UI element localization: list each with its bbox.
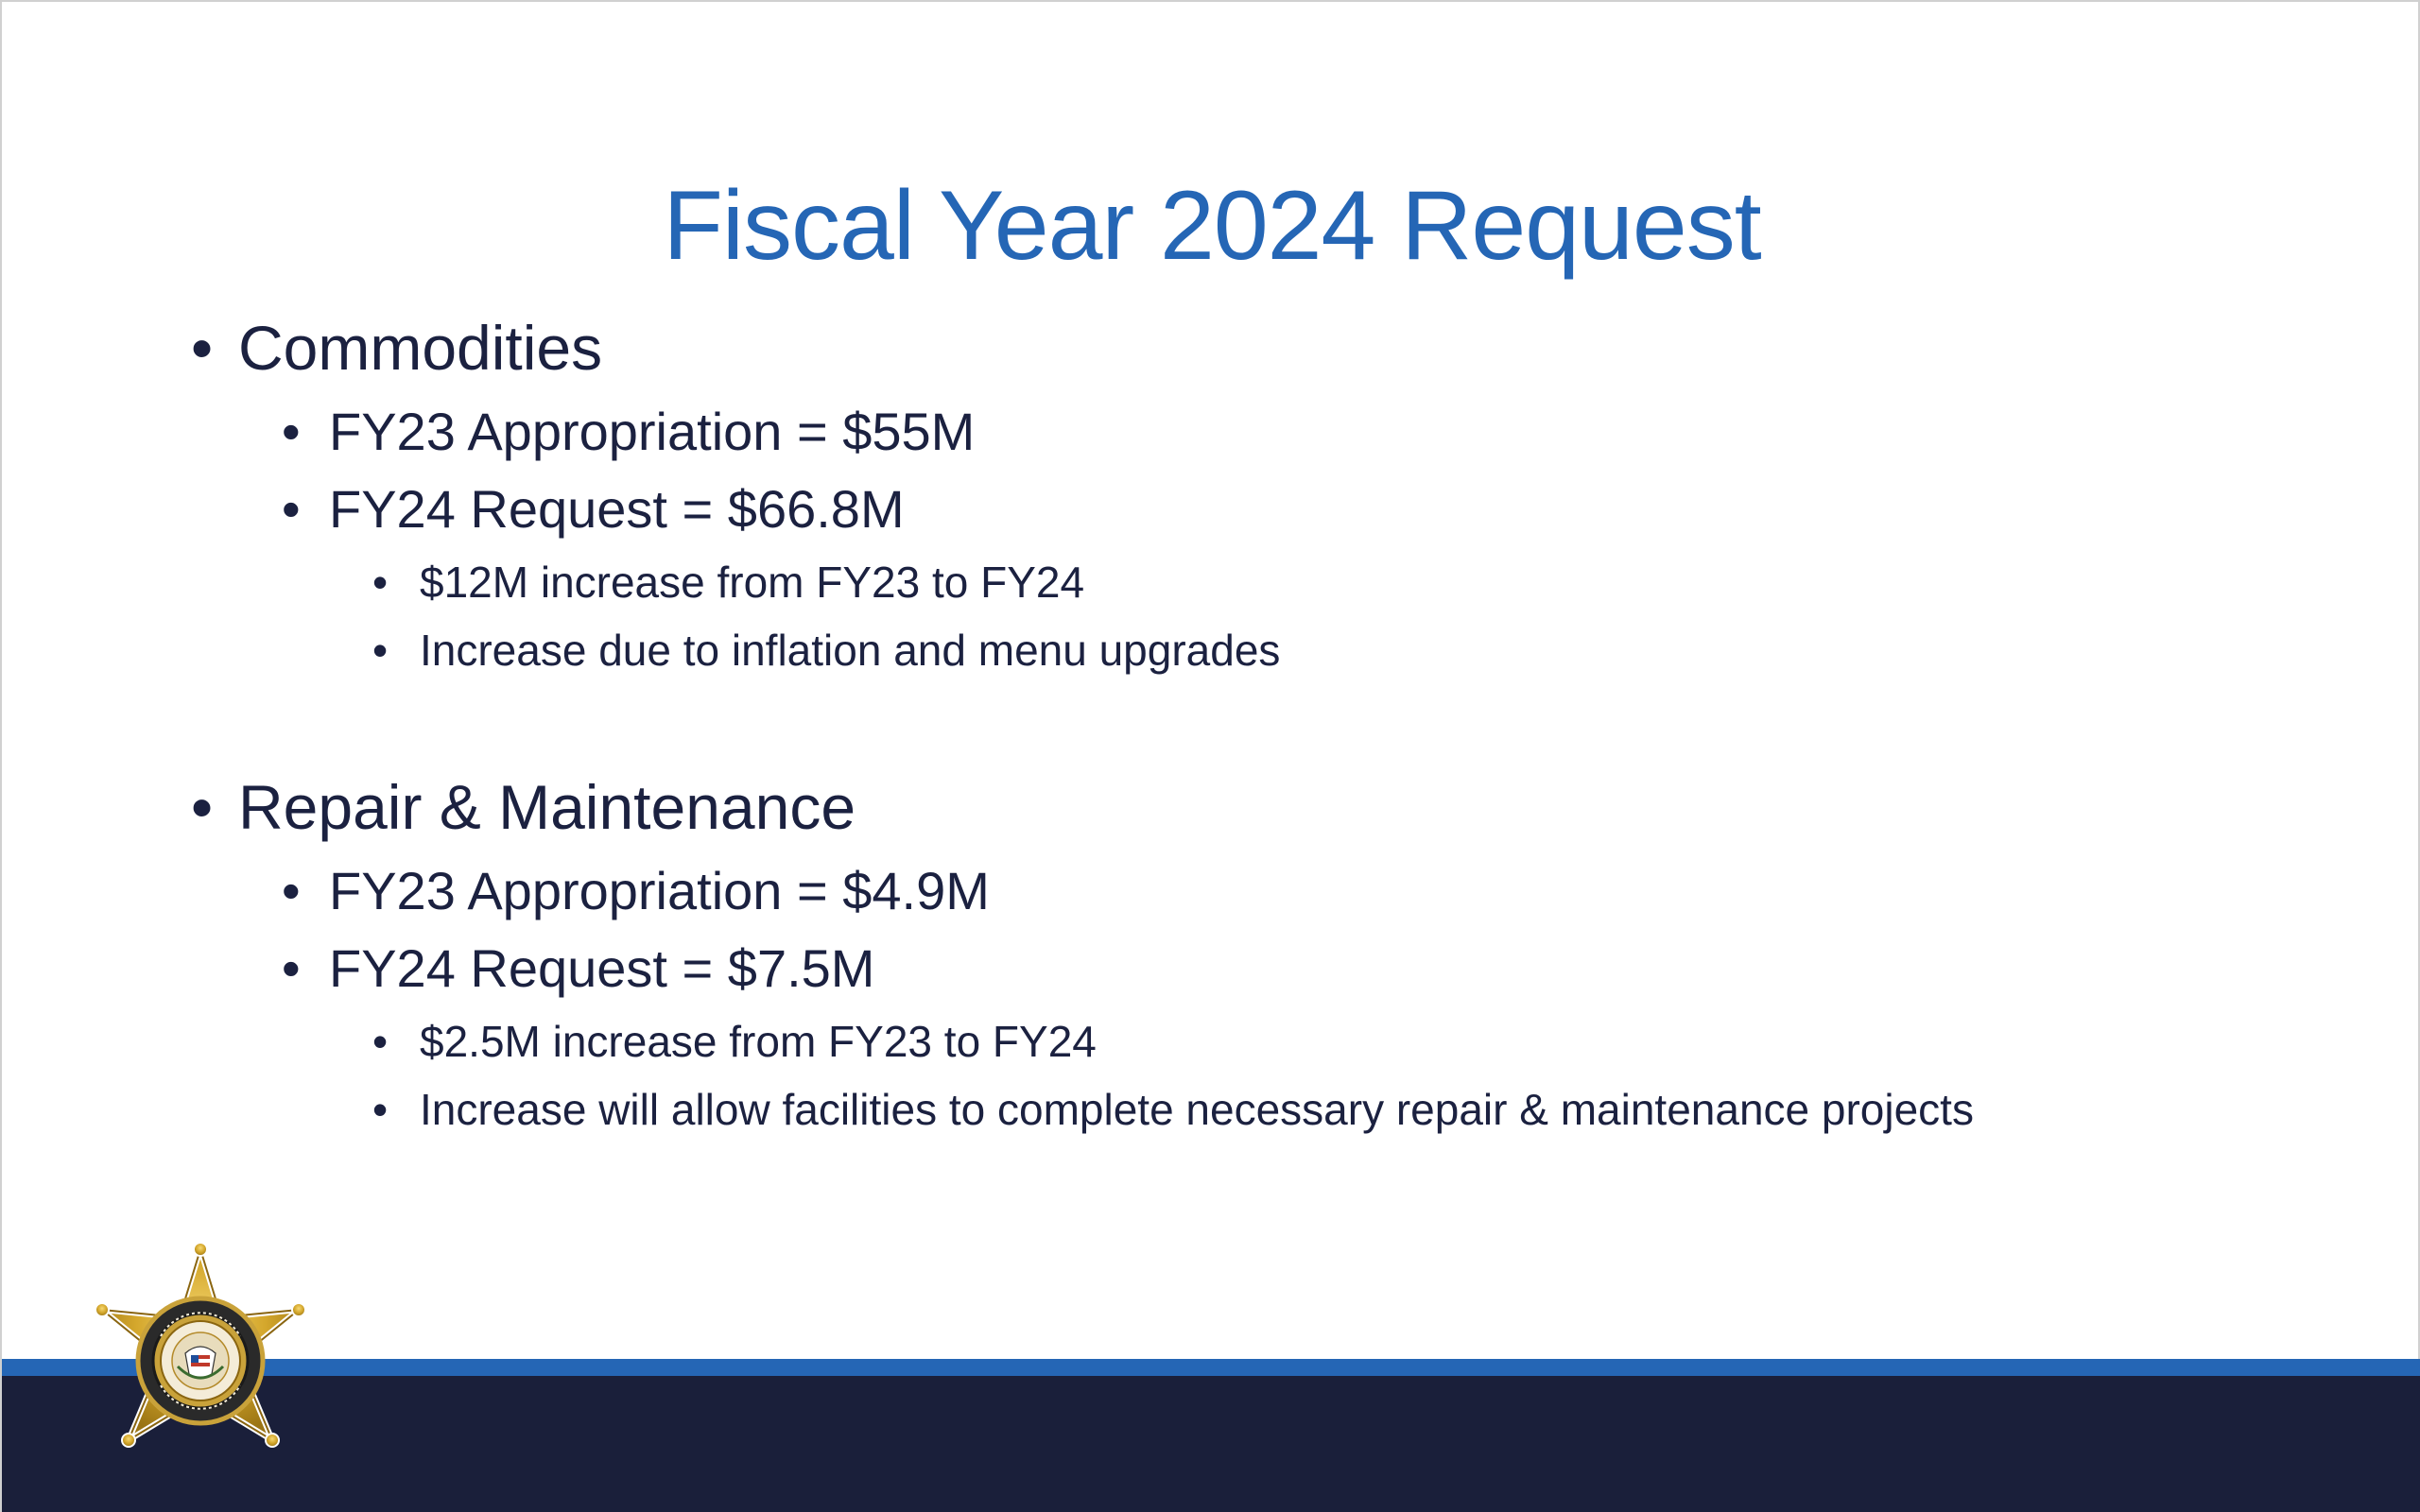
- bullet-level2: [191, 930, 2365, 1007]
- bullet-level3: [191, 1075, 2365, 1143]
- bullet-text: FY24 Request = $66.8M: [329, 479, 905, 539]
- bullet-dot-icon: •: [282, 938, 301, 998]
- bullet-dot-icon: •: [372, 1085, 389, 1134]
- bullet-dot-icon: •: [282, 402, 301, 461]
- bullet-dot-icon: •: [282, 479, 301, 539]
- bullet-level2: [191, 393, 2365, 471]
- bullet-dot-icon: •: [191, 772, 214, 842]
- bullet-dot-icon: •: [372, 1017, 389, 1066]
- section-commodities: [191, 304, 2365, 684]
- footer-band: [2, 1376, 2420, 1512]
- bullet-dot-icon: •: [372, 558, 389, 607]
- bullet-dot-icon: •: [191, 313, 214, 383]
- bullet-text: FY24 Request = $7.5M: [329, 938, 875, 998]
- bullet-level2: [191, 852, 2365, 930]
- bullet-content: [191, 304, 2365, 1223]
- bullet-level1: [191, 304, 2365, 391]
- footer-stripe: [2, 1359, 2420, 1376]
- bullet-dot-icon: •: [282, 861, 301, 920]
- bullet-text: FY23 Appropriation = $4.9M: [329, 861, 990, 920]
- bullet-level1: [191, 764, 2365, 850]
- bullet-text: FY23 Appropriation = $55M: [329, 402, 976, 461]
- section-heading: Commodities: [238, 313, 603, 383]
- bullet-text: Increase will allow facilities to complete necessary repair & maintenance projects: [420, 1085, 1974, 1134]
- bullet-dot-icon: •: [372, 626, 389, 675]
- sheriff-star-badge-icon: [79, 1242, 321, 1484]
- bullet-level3: [191, 1007, 2365, 1075]
- section-heading: Repair & Maintenance: [238, 772, 856, 842]
- section-repair-maintenance: [191, 764, 2365, 1143]
- bullet-level3: [191, 616, 2365, 684]
- bullet-level3: [191, 548, 2365, 616]
- bullet-text: $2.5M increase from FY23 to FY24: [420, 1017, 1097, 1066]
- bullet-text: Increase due to inflation and menu upgrades: [420, 626, 1281, 675]
- bullet-level2: [191, 471, 2365, 548]
- bullet-text: $12M increase from FY23 to FY24: [420, 558, 1085, 607]
- slide-title: Fiscal Year 2024 Request: [663, 171, 1761, 281]
